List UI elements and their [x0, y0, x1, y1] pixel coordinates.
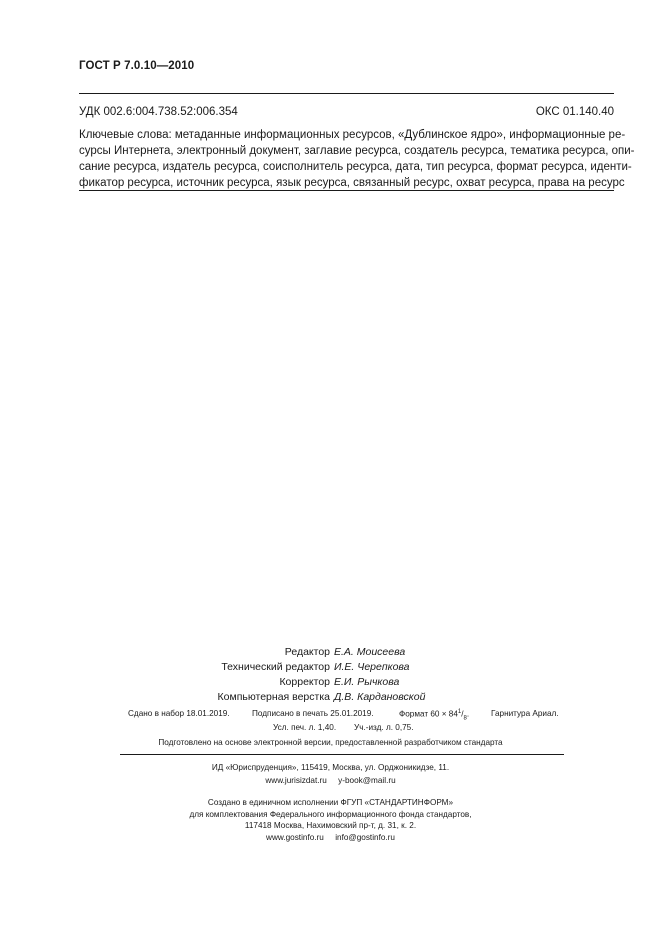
layout-name: Д.В. Кардановской — [334, 691, 426, 703]
creator-address: 117418 Москва, Нахимовский пр-т, д. 31, к. 2. — [244, 821, 417, 830]
paper-format — [399, 709, 469, 721]
publisher-website[interactable]: www.jurisizdat.ru — [265, 775, 327, 785]
creator-line: Создано в единичном исполнении ФГУП «СТАНДАРТИНФОРМ» — [207, 798, 454, 807]
editor-name: Е.А. Моисеева — [334, 646, 406, 658]
publisher-address: ИД «Юриспруденция», 115419, Москва, ул. Орджоникидзе, 11. — [211, 763, 450, 772]
format-denominator: 8 — [463, 715, 467, 722]
prepared-note: Подготовлено на основе электронной версии, предоставленной разработчиком стандарта — [158, 738, 503, 747]
submitted-date: Сдано в набор 18.01.2019. — [128, 709, 230, 718]
keywords-line: сание ресурса, издатель ресурса, соисполнитель ресурса, дата, тип ресурса, формат ресурса, иденти- — [79, 161, 632, 173]
typeface: Гарнитура Ариал. — [491, 709, 559, 718]
oks-code: ОКС 01.140.40 — [535, 106, 614, 118]
top-rule — [79, 93, 614, 94]
publisher-email[interactable]: y-book@mail.ru — [338, 775, 396, 785]
imprint-rule — [120, 754, 564, 755]
publishing-sheets: Уч.-изд. л. 0,75. — [354, 723, 414, 732]
document-code: ГОСТ Р 7.0.10—2010 — [79, 60, 195, 72]
keywords-line: фикатор ресурса, источник ресурса, язык ресурса, связанный ресурс, охват ресурса, права на ресурс — [79, 177, 625, 189]
format-prefix: Формат 60 × 84 — [399, 709, 458, 719]
conditional-sheets: Усл. печ. л. 1,40. — [273, 723, 337, 732]
creator-block — [0, 797, 661, 843]
format-suffix: . — [466, 709, 470, 719]
tech-editor-name: И.Е. Черепкова — [334, 661, 410, 673]
creator-website[interactable]: www.gostinfo.ru — [266, 832, 324, 842]
staff-credits — [0, 645, 661, 705]
keywords-block — [79, 127, 635, 191]
keywords-line: сурсы Интернета, электронный документ, заглавие ресурса, создатель ресурса, тематика ресурса, опи- — [79, 145, 635, 157]
signed-date: Подписано в печать 25.01.2019. — [252, 709, 374, 718]
creator-email[interactable]: info@gostinfo.ru — [335, 832, 395, 842]
keywords-bottom-rule — [79, 190, 614, 191]
keywords-line: Ключевые слова: метаданные информационных ресурсов, «Дублинское ядро», информационные ре- — [79, 129, 626, 141]
creator-line: для комплектования Федерального информационного фонда стандартов, — [189, 809, 472, 819]
format-slash: / — [461, 709, 464, 719]
layout-label: Компьютерная верстка — [217, 691, 330, 703]
proofreader-label: Корректор — [279, 676, 330, 688]
proofreader-name: Е.И. Рычкова — [334, 676, 400, 688]
editor-label: Редактор — [284, 646, 330, 658]
publisher-block — [0, 762, 661, 787]
udk-code: УДК 002.6:004.738.52:006.354 — [79, 106, 238, 118]
format-numerator: 1 — [457, 709, 462, 715]
print-info — [128, 709, 568, 737]
tech-editor-label: Технический редактор — [221, 661, 330, 673]
